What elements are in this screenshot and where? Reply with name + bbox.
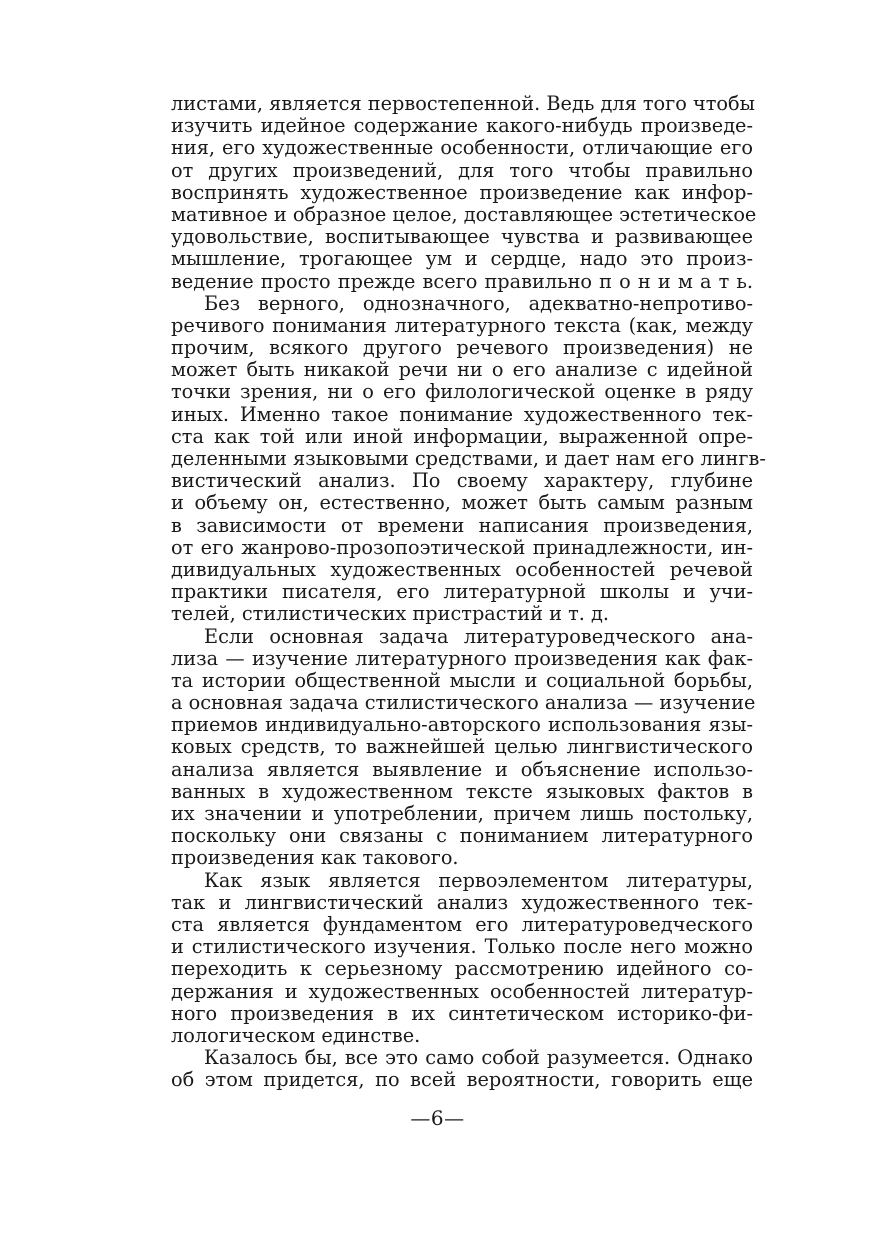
paragraph <box>171 291 766 626</box>
paragraph <box>171 92 757 293</box>
text-line: приемов индивидуально-авторского использования язы- <box>171 713 753 737</box>
text-line: анализа является выявление и объяснение использо- <box>171 757 753 781</box>
text-line: и объему он, естественно, может быть самым разным <box>171 491 753 515</box>
page-body <box>171 92 766 1092</box>
text-line: лологическом единстве. <box>171 1023 421 1047</box>
text-line: Если основная задача литературоведческого ана- <box>204 624 753 648</box>
text-line: телей, стилистических пристрастий и т. д. <box>171 602 609 626</box>
text-line: и стилистического изучения. Только после него можно <box>171 935 753 959</box>
text-line: произведения как такового. <box>171 846 459 870</box>
text-line: от его жанрово-прозопоэтической принадлежности, ин- <box>171 535 753 559</box>
paragraph <box>171 870 753 1048</box>
text-line: Без верного, однозначного, адекватно-непротиво- <box>204 291 753 315</box>
text-line: точки зрения, ни о его филологической оценке в ряду <box>171 380 753 404</box>
text-line: Как язык является первоэлементом литературы, <box>204 868 753 892</box>
text-line: лиза — изучение литературного произведения как фак- <box>171 646 753 670</box>
text-line: держания и художественных особенностей литератур- <box>171 979 753 1003</box>
text-line: мативное и образное целое, доставляющее эстетическое <box>171 202 757 226</box>
text-line: об этом придется, по всей вероятности, говорить еще <box>171 1068 753 1092</box>
text-line: их значении и употреблении, причем лишь постольку, <box>171 802 753 825</box>
text-line: удовольствие, воспитывающее чувства и развивающее <box>171 225 753 249</box>
text-line: ния, его художественные особенности, отличающие его <box>171 136 753 160</box>
text-line: та истории общественной мысли и социальной борьбы, <box>171 668 753 692</box>
text-line: от других произведений, для того чтобы правильно <box>171 158 753 182</box>
paragraph <box>171 624 756 870</box>
text-line: так и лингвистический анализ художественного тек- <box>171 890 753 914</box>
text-line: мышление, трогающее ум и сердце, надо это произ- <box>171 247 753 271</box>
text-line: изучить идейное содержание какого-нибудь произведе- <box>171 114 753 138</box>
page-number: —6— <box>410 1106 465 1130</box>
text-line: может быть никакой речи ни о его анализе с идейной <box>171 358 753 382</box>
text-line: листами, является первостепенной. Ведь для того чтобы <box>171 92 755 115</box>
text-line: а основная задача стилистического анализа — изучение <box>171 691 756 715</box>
text-line: вистический анализ. По своему характеру, глубине <box>171 469 753 493</box>
text-line: дивидуальных художественных особенностей речевой <box>171 557 753 581</box>
text-line: ста является фундаментом его литературоведческого <box>171 912 753 936</box>
text-line: в зависимости от времени написания произведения, <box>171 513 753 537</box>
text-line: переходить к серьезному рассмотрению идейного со- <box>171 957 753 981</box>
text-line: практики писателя, его литературной школы и учи- <box>171 580 753 604</box>
paragraph <box>171 1047 753 1091</box>
text-line: ведение просто прежде всего правильно п о н и м а т ь. <box>171 269 753 293</box>
text-line: ковых средств, то важнейшей целью лингвистического <box>171 735 753 759</box>
text-line: речивого понимания литературного текста (как, между <box>171 313 753 337</box>
text-line: воспринять художественное произведение как инфор- <box>171 180 753 204</box>
text-line: Казалось бы, все это само собой разумеется. Однако <box>204 1046 753 1070</box>
text-line: поскольку они связаны с пониманием литературного <box>171 824 753 848</box>
text-line: прочим, всякого другого речевого произведения) не <box>171 336 753 360</box>
text-line: ного произведения в их синтетическом историко-фи- <box>171 1001 753 1025</box>
text-line: ста как той или иной информации, выраженной опре- <box>171 424 753 448</box>
text-line: иных. Именно такое понимание художественного тек- <box>171 402 753 426</box>
text-line: ванных в художественном тексте языковых фактов в <box>171 779 753 803</box>
text-line: деленными языковыми средствами, и дает нам его лингв- <box>171 447 766 470</box>
